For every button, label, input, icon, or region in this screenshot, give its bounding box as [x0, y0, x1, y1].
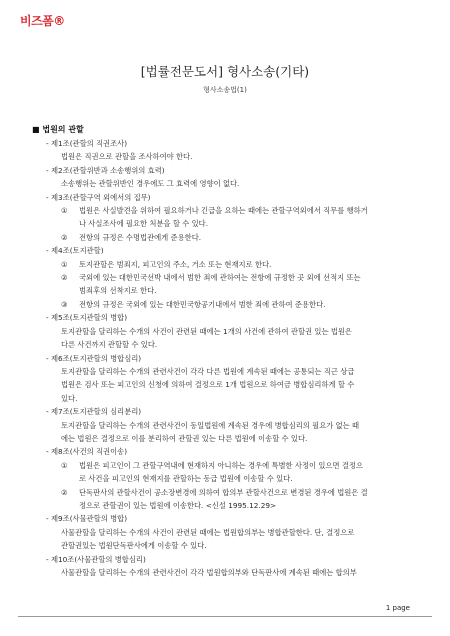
article-heading: - 제5조(토지관할의 병합) [46, 313, 128, 323]
article-body-line: 토지관할을 달리하는 수개의 관련사건이 동일법원에 계속된 경우에 병합심리의 필요가 없는 때 [61, 420, 360, 430]
clause-text: 나 사실조사에 필요한 처분을 할 수 있다. [79, 219, 209, 229]
clause-text: 범죄후의 선착지로 한다. [79, 286, 157, 296]
article-heading: - 제10조(사물관할의 병합심리) [46, 554, 146, 564]
article-clause-line [0, 258, 450, 271]
bizform-logo: 비즈폼® [20, 14, 65, 28]
article-clause-line [0, 499, 450, 512]
article-heading: - 제9조(사물관할의 병합) [46, 514, 128, 524]
clause-text: 전항의 규정은 수명법관에게 준용한다. [79, 232, 202, 242]
clause-number: ① [61, 460, 68, 470]
article-body-line: 토지관할을 달리하는 수개의 관련사건이 각각 다른 법원에 계속된 때에는 공통되는 직근 상급 [61, 366, 355, 376]
clause-text: 법원은 피고인이 그 관할구역내에 현재하지 아니하는 경우에 특별한 사정이 있으면 결정으 [79, 460, 363, 470]
article-body-line: 있다. [61, 393, 78, 403]
article-clause-line [0, 486, 450, 499]
clause-text: 국외에 있는 대한민국선박 내에서 범한 죄에 관하여는 전항에 규정한 곳 외에 선적지 또는 [79, 273, 361, 283]
clause-number: ② [61, 273, 68, 283]
clause-text: 정으로 관할권이 있는 법원에 이송한다. <신설 1995.12.29> [79, 500, 277, 510]
clause-number: ① [61, 259, 68, 269]
article-clause-line [0, 217, 450, 230]
article-heading: - 제2조(관할위반과 소송행위의 효력) [46, 165, 165, 175]
article-heading: - 제4조(토지관할) [46, 246, 104, 256]
article-body-line: 관할권있는 법원단독판사에게 이송할 수 있다. [61, 541, 207, 551]
article-body-line: 법원은 직권으로 관할을 조사하여야 한다. [61, 152, 193, 162]
clause-text: 법원은 사실발견을 위하여 필요하거나 긴급을 요하는 때에는 관할구역외에서 직무를 행하거 [79, 206, 368, 216]
article-heading: - 제6조(토지관할의 병합심리) [46, 353, 142, 363]
section-heading: ■ 법원의 관할 [32, 125, 84, 134]
clause-text: 로 사건을 피고인의 현재지를 관할하는 동급 법원에 이송할 수 있다. [79, 474, 293, 484]
document-subtitle: 형사소송법(1) [203, 86, 247, 94]
article-clause-line [0, 271, 450, 284]
article-body-line: 에는 법원은 결정으로 이를 분리하여 관할권 있는 다른 법원에 이송할 수 있다. [61, 433, 308, 443]
article-body-line: 법원은 검사 또는 피고인의 신청에 의하여 결정으로 1개 법원으로 하여금 병합심리하게 할 수 [61, 380, 355, 390]
article-heading: - 제1조(관할의 직권조사) [46, 139, 128, 148]
article-body-line: 다른 사건까지 관할할 수 있다. [61, 340, 158, 350]
article-clause-line [0, 284, 450, 297]
article-heading: - 제3조(관할구역 외에서의 집무) [46, 192, 151, 202]
clause-text: 토지관할은 범죄지, 피고인의 주소, 거소 또는 현재지로 한다. [79, 259, 272, 269]
article-clause-line [0, 298, 450, 311]
article-clause-line [0, 472, 450, 485]
footer-divider [18, 616, 432, 617]
clause-number: ③ [61, 299, 68, 309]
article-heading: - 제7조(토지관할의 심리분리) [46, 407, 142, 417]
article-clause-line [0, 231, 450, 244]
article-body-line: 소송행위는 관할위반인 경우에도 그 효력에 영향이 없다. [61, 179, 240, 189]
articles-list [0, 137, 450, 579]
clause-number: ② [61, 232, 68, 242]
article-heading: - 제8조(사건의 직권이송) [46, 447, 128, 457]
article-body-line: 사물관할을 달리하는 수개의 사건이 관련된 때에는 법원합의부는 병합관할한다. 단, 결정으로 [61, 527, 355, 537]
article-body-line: 사물관할을 달리하는 수개의 관련사건이 각각 법원합의부와 단독판사에 계속된 때에는 합의부 [61, 568, 357, 577]
document-title: [법률전문도서] 형사소송(기타) [140, 64, 310, 79]
page-number: 1 page [385, 604, 410, 612]
clause-text: 단독판사의 관할사건이 공소장변경에 의하여 합의부 관할사건으로 변경된 경우에 법원은 결 [79, 487, 368, 497]
article-clause-line [0, 459, 450, 472]
article-clause-line [0, 204, 450, 217]
clause-text: 전항의 규정은 국외에 있는 대한민국항공기내에서 범한 죄에 관하여 준용한다. [79, 299, 326, 309]
article-body-line: 토지관할을 달리하는 수개의 사건이 관련된 때에는 1개의 사건에 관하여 관할권 있는 법원은 [61, 326, 352, 336]
clause-number: ② [61, 487, 68, 497]
clause-number: ① [61, 206, 68, 216]
